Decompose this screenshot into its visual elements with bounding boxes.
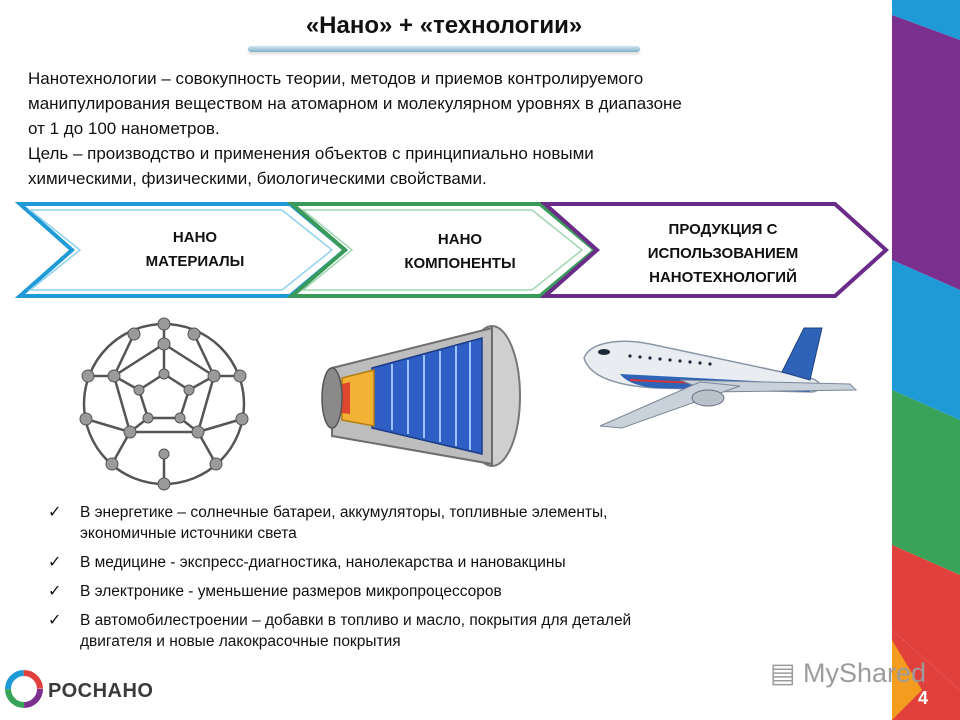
page-number: 4	[918, 688, 929, 708]
slide-title: «Нано» + «технологии»	[305, 12, 583, 39]
checkmark-icon: ✓	[48, 612, 62, 629]
decorative-color-stripe	[892, 0, 960, 720]
chevron-label-products	[618, 218, 828, 290]
list-item-text: В автомобилестроении – добавки в топливо и масло, покрытия для деталей	[80, 612, 632, 629]
intro-line: химическими, физическими, биологическими свойствами.	[28, 169, 487, 188]
chevron-text: НАНО	[172, 229, 218, 246]
checkmark-icon: ✓	[48, 583, 62, 600]
chevron-text: НАНОТЕХНОЛОГИЙ	[649, 269, 797, 286]
intro-line: манипулирования веществом на атомарном и молекулярном уровнях в диапазоне	[28, 94, 682, 113]
applications-list	[48, 502, 808, 660]
list-item-text: В энергетике – солнечные батареи, аккумуляторы, топливные элементы,	[80, 504, 608, 521]
checkmark-icon: ✓	[48, 504, 62, 521]
chevron-text: ИСПОЛЬЗОВАНИЕМ	[647, 245, 799, 262]
chevron-text: МАТЕРИАЛЫ	[145, 253, 245, 270]
passenger-aircraft-icon	[560, 318, 860, 438]
chevron-text: НАНО	[437, 231, 483, 248]
intro-line: Цель – производство и применения объектов с принципиально новыми	[28, 144, 594, 163]
list-item-text: В электронике - уменьшение размеров микропроцессоров	[80, 583, 502, 600]
intro-line: Нанотехнологии – совокупность теории, методов и приемов контролируемого	[28, 69, 644, 88]
rosnano-logo-text: РОСНАНО	[48, 680, 154, 702]
rosnano-logo-icon	[4, 668, 44, 710]
watermark-text: MyShared	[803, 658, 927, 688]
list-item-text: В медицине - экспресс-диагностика, нанолекарства и нановакцины	[80, 554, 566, 571]
list-item	[48, 502, 808, 544]
list-item	[48, 610, 808, 652]
chevron-label-components	[380, 228, 540, 276]
checkmark-icon: ✓	[48, 554, 62, 571]
chevron-text: КОМПОНЕНТЫ	[404, 255, 516, 272]
slides-icon: ▤	[770, 658, 804, 688]
list-item-text: экономичные источники света	[80, 525, 297, 542]
jet-engine-icon	[312, 318, 522, 478]
fullerene-molecule-icon	[74, 314, 254, 494]
chevron-text: ПРОДУКЦИЯ С	[668, 221, 778, 238]
list-item	[48, 552, 808, 573]
chevron-label-materials	[120, 226, 270, 274]
intro-line: от 1 до 100 нанометров.	[28, 119, 220, 138]
intro-text	[28, 66, 868, 191]
title-underline	[248, 46, 640, 52]
list-item	[48, 581, 808, 602]
list-item-text: двигателя и новые лакокрасочные покрытия	[80, 633, 401, 650]
watermark	[770, 658, 926, 689]
